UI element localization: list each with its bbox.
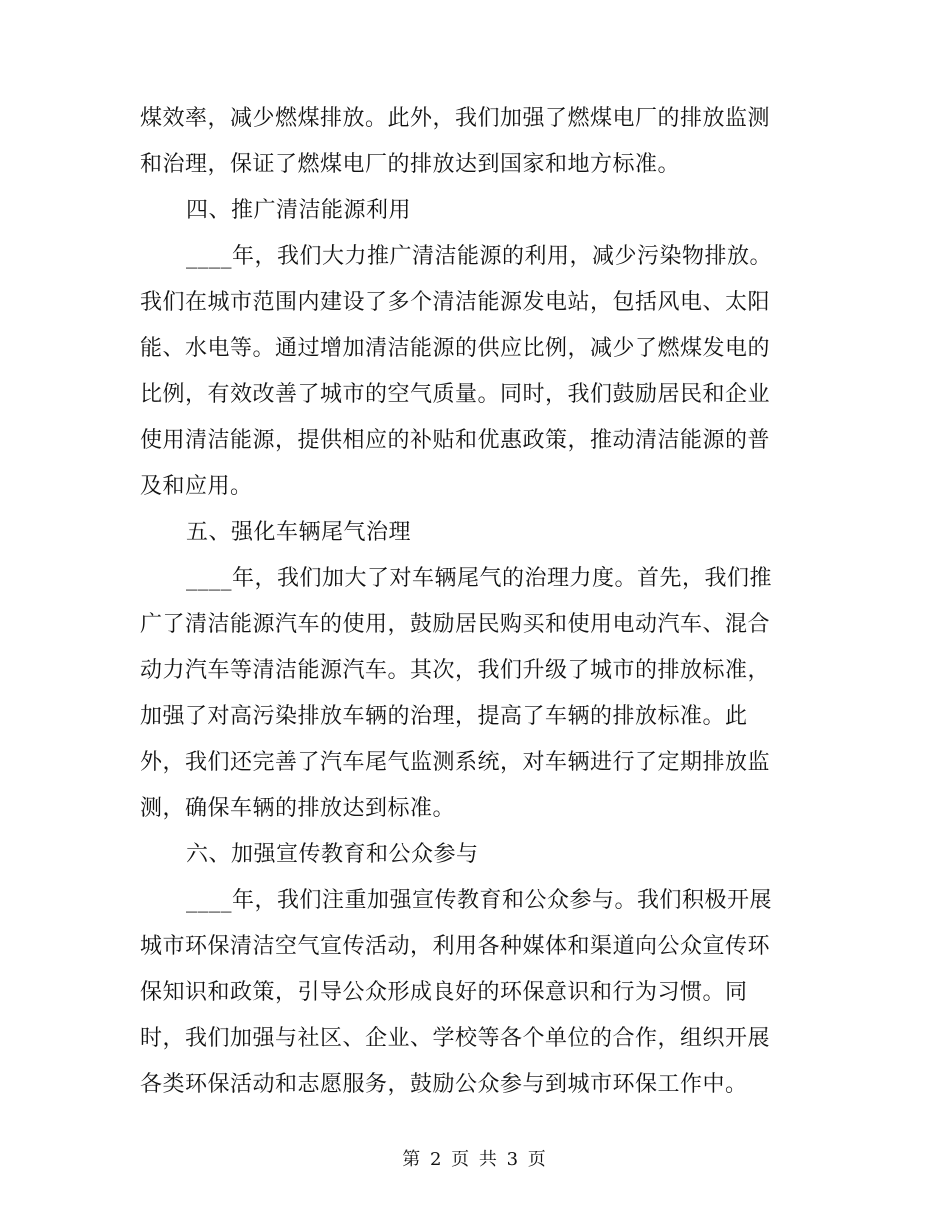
body-text-line: 城市环保清洁空气宣传活动，利用各种媒体和渠道向公众宣传环 <box>140 934 771 959</box>
section-heading-5: 五、强化车辆尾气治理 <box>186 520 412 545</box>
body-text-line: 各类环保活动和志愿服务，鼓励公众参与到城市环保工作中。 <box>140 1072 748 1097</box>
body-text-line: 时，我们加强与社区、企业、学校等各个单位的合作，组织开展 <box>140 1026 771 1051</box>
body-text-line: 使用清洁能源，提供相应的补贴和优惠政策，推动清洁能源的普 <box>140 428 771 453</box>
page-number-footer: 第 2 页 共 3 页 <box>402 1149 548 1170</box>
body-text-line: 广了清洁能源汽车的使用，鼓励居民购买和使用电动汽车、混合 <box>140 612 771 637</box>
section-heading-4: 四、推广清洁能源利用 <box>186 198 412 223</box>
section-heading-6: 六、加强宣传教育和公众参与 <box>186 842 479 867</box>
body-text-line: 测，确保车辆的排放达到标准。 <box>140 796 456 821</box>
paragraph-first-line: ____年，我们加大了对车辆尾气的治理力度。首先，我们推 <box>186 566 773 591</box>
body-text-line: 能、水电等。通过增加清洁能源的供应比例，减少了燃煤发电的 <box>140 336 771 361</box>
body-text-line: 动力汽车等清洁能源汽车。其次，我们升级了城市的排放标准， <box>140 658 771 683</box>
body-text-line: 外，我们还完善了汽车尾气监测系统，对车辆进行了定期排放监 <box>140 750 771 775</box>
body-text-line: 我们在城市范围内建设了多个清洁能源发电站，包括风电、太阳 <box>140 290 771 315</box>
body-text-line: 和治理，保证了燃煤电厂的排放达到国家和地方标准。 <box>140 152 681 177</box>
body-text-line: 加强了对高污染排放车辆的治理，提高了车辆的排放标准。此 <box>140 704 748 729</box>
body-text-line: 煤效率，减少燃煤排放。此外，我们加强了燃煤电厂的排放监测 <box>140 106 771 131</box>
body-text-line: 及和应用。 <box>140 474 253 499</box>
paragraph-first-line: ____年，我们大力推广清洁能源的利用，减少污染物排放。 <box>186 244 773 269</box>
body-text-line: 保知识和政策，引导公众形成良好的环保意识和行为习惯。同 <box>140 980 748 1005</box>
paragraph-first-line: ____年，我们注重加强宣传教育和公众参与。我们积极开展 <box>186 888 773 913</box>
body-text-line: 比例，有效改善了城市的空气质量。同时，我们鼓励居民和企业 <box>140 382 771 407</box>
